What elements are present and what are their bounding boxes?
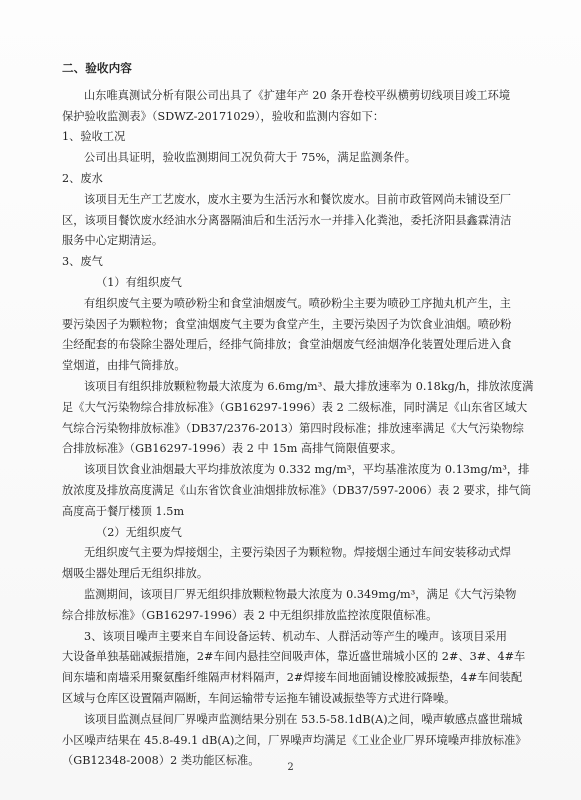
text-line: （1）有组织废气 (96, 275, 182, 289)
text-line: 堂烟道，由排气筒排放。 (62, 359, 186, 373)
text-line: 足《大气污染物综合排放标准》（GB16297-1996）表 2 二级标准，同时满足《山东省区域大 (62, 400, 528, 414)
text-line: 高度高于餐厅楼顶 1.5m (62, 504, 185, 518)
text-line: 区，该项目餐饮废水经油水分离器隔油后和生活污水一并排入化粪池，委托济阳县鑫霖清洁 (62, 213, 512, 227)
text-line: 烟吸尘器处理后无组织排放。 (62, 567, 209, 581)
text-line: 保护验收监测表》（SDWZ-20171029），验收和监测内容如下： (62, 109, 385, 123)
text-line: 2、废水 (62, 171, 103, 185)
text-line: 要污染因子为颗粒物；食堂油烟废气主要为食堂产生，主要污染因子为饮食业油烟。喷砂粉 (62, 317, 512, 331)
text-line: 该项目无生产工艺废水，废水主要为生活污水和餐饮废水。目前市政管网尚未铺设至厂 (84, 192, 512, 206)
text-line: 3、该项目噪声主要来自车间设备运转、机动车、人群活动等产生的噪声。该项目采用 (84, 629, 507, 643)
text-line: 间东墙和南墙采用聚氨酯纤维隔声材料隔声，2#焊接车间地面铺设橡胶减振垫，4#车间装配 (62, 671, 523, 685)
text-line: 无组织废气主要为焊接烟尘，主要污染因子为颗粒物。焊接烟尘通过车间安装移动式焊 (84, 546, 512, 560)
text-line: 大设备单独基础减振措施，2#车间内悬挂空间吸声体，靠近盛世瑞城小区的 2#、3#、4#车 (62, 650, 526, 664)
page-number: 2 (287, 762, 294, 773)
text-line: 公司出具证明，验收监测期间工况负荷大于 75%，满足监测条件。 (84, 151, 417, 165)
text-line: 3、废气 (62, 255, 103, 269)
text-line: 小区噪声结果在 45.8-49.1 dB(A)之间，厂界噪声均满足《工业企业厂界环境噪声排放标准》 (62, 733, 527, 747)
text-line: 气综合污染物排放标准》（DB37/2376-2013）第四时段标准；排放速率满足《大气污染物综 (62, 421, 524, 435)
text-line: 该项目饮食业油烟最大平均排放浓度为 0.332 mg/m³，平均基准浓度为 0.13mg/m³，排 (84, 463, 530, 477)
text-line: 监测期间，该项目厂界无组织排放颗粒物最大浓度为 0.349mg/m³，满足《大气污染物 (84, 587, 517, 601)
text-line: 有组织废气主要为喷砂粉尘和食堂油烟废气。喷砂粉尘主要为喷砂工序抛丸机产生，主 (84, 296, 512, 310)
text-line: （GB12348-2008）2 类功能区标准。 (62, 754, 260, 768)
text-line: 该项目监测点昼间厂界噪声监测结果分别在 53.5-58.1dB(A)之间，噪声敏感点盛世瑞城 (84, 712, 523, 726)
text-line: 放浓度及排放高度满足《山东省饮食业油烟排放标准》（DB37/597-2006）表 2 要求，排气筒 (62, 483, 532, 497)
text-line: 综合排放标准》（GB16297-1996）表 2 中无组织排放监控浓度限值标准。 (62, 608, 438, 622)
text-line: 该项目有组织排放颗粒物最大浓度为 6.6mg/m³、最大排放速率为 0.18kg/h，排放浓度满 (84, 379, 534, 393)
text-line: 尘经配套的布袋除尘器处理后，经排气筒排放；食堂油烟废气经油烟净化装置处理后进入食 (62, 338, 512, 352)
text-line: 合排放标准》（GB16297-1996）表 2 中 15m 高排气筒限值要求。 (62, 442, 403, 456)
text-line: 1、验收工况 (62, 130, 126, 144)
document-body (62, 58, 532, 772)
text-line: 服务中心定期清运。 (62, 234, 164, 248)
section-heading: 二、验收内容 (62, 61, 132, 75)
text-line: （2）无组织废气 (96, 525, 182, 539)
text-line: 山东唯真测试分析有限公司出具了《扩建年产 20 条开卷校平纵横剪切线项目竣工环境 (84, 88, 511, 102)
text-line: 区域与仓库区设置隔声隔断，车间运输带专运拖车铺设减振垫等方式进行降噪。 (62, 691, 456, 705)
